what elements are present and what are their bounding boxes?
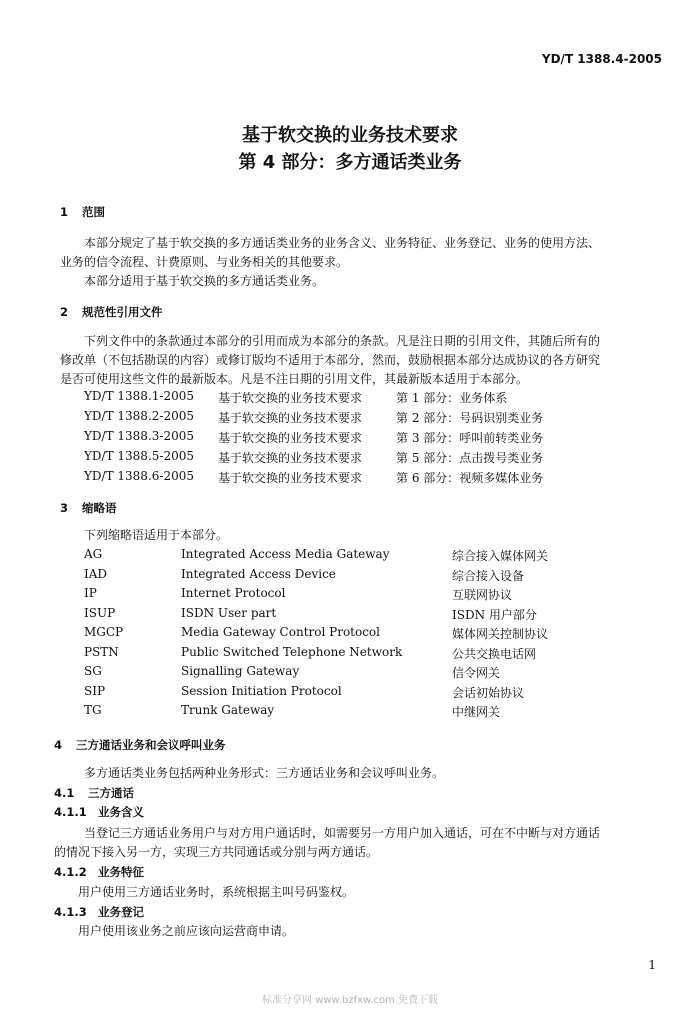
reference-title: 基于软交换的业务技术要求 [218, 431, 363, 445]
abbreviation-english: Integrated Access Media Gateway [181, 547, 390, 561]
section-2-paragraph-line: 修改单（不包括勘误的内容）或修订版均不适用于本部分，然而，鼓励根据本部分达成协议的各方研究 [60, 353, 601, 367]
section-title: 三方通话业务和会议呼叫业务 [76, 738, 226, 752]
abbreviation-english: Session Initiation Protocol [181, 684, 342, 698]
reference-part: 第 5 部分：点击拨号类业务 [396, 451, 544, 465]
section-title: 规范性引用文件 [82, 305, 163, 319]
abbreviation-item [0, 645, 700, 665]
reference-code: YD/T 1388.3-2005 [84, 429, 194, 443]
watermark: 标准分享网 www.bzfxw.com 免费下载 [262, 995, 438, 1006]
abbreviation-chinese: 中继网关 [452, 705, 501, 719]
section-title: 业务特征 [98, 865, 144, 879]
abbreviation: ISUP [84, 606, 116, 620]
abbreviation-chinese: 信令网关 [452, 666, 501, 680]
section-number: 4.1 [54, 786, 75, 800]
reference-title: 基于软交换的业务技术要求 [218, 471, 363, 485]
abbreviation: MGCP [84, 625, 124, 639]
abbreviation-english: Trunk Gateway [181, 703, 275, 717]
abbreviation-item [0, 547, 700, 567]
reference-title: 基于软交换的业务技术要求 [218, 411, 363, 425]
section-number: 4.1.2 [54, 865, 87, 879]
section-2-paragraph-line: 下列文件中的条款通过本部分的引用而成为本部分的条款。凡是注日期的引用文件，其随后所有的 [84, 334, 601, 348]
document-title: 基于软交换的业务技术要求 [242, 125, 458, 146]
abbreviation-item [0, 567, 700, 587]
section-4-1-3-heading [54, 904, 144, 920]
abbreviation-item [0, 606, 700, 626]
section-number: 1 [60, 205, 69, 219]
standard-code: YD/T 1388.4-2005 [541, 52, 662, 66]
abbreviation: IAD [84, 567, 108, 581]
document-subtitle: 第 4 部分：多方通话类业务 [238, 152, 462, 173]
section-title: 范围 [82, 205, 105, 219]
abbreviation-english: Signalling Gateway [181, 664, 300, 678]
section-number: 4.1.3 [54, 905, 87, 919]
abbreviation-chinese: 综合接入媒体网关 [452, 549, 549, 563]
abbreviation-chinese: 互联网协议 [452, 588, 513, 602]
section-number: 4 [54, 738, 63, 752]
section-4-heading [54, 737, 226, 753]
section-1-paragraph-line: 本部分适用于基于软交换的多方通话类业务。 [84, 274, 325, 288]
section-4-1-1-heading [54, 804, 144, 820]
reference-part: 第 1 部分：业务体系 [396, 391, 508, 405]
abbreviation-english: Integrated Access Device [181, 567, 336, 581]
section-4-1-1-paragraph-line: 的情况下接入另一方，实现三方共同通话或分别与两方通话。 [54, 845, 379, 859]
section-4-1-1-paragraph-line: 当登记三方通话业务用户与对方用户通话时，如需要另一方用户加入通话，可在不中断与对方通话 [84, 826, 601, 840]
section-1-heading [60, 204, 105, 220]
section-title: 业务登记 [98, 905, 144, 919]
abbreviation-english: ISDN User part [181, 606, 277, 620]
abbreviation-chinese: 综合接入设备 [452, 569, 525, 583]
abbreviation-item [0, 625, 700, 645]
abbreviation-item [0, 664, 700, 684]
abbreviation-item [0, 586, 700, 606]
reference-part: 第 3 部分：呼叫前转类业务 [396, 431, 544, 445]
abbreviation: PSTN [84, 645, 119, 659]
section-3-heading [60, 500, 117, 516]
reference-code: YD/T 1388.2-2005 [84, 409, 194, 423]
reference-code: YD/T 1388.5-2005 [84, 449, 194, 463]
section-title: 三方通话 [88, 786, 134, 800]
abbreviation: TG [84, 703, 102, 717]
section-4-1-3-paragraph-line: 用户使用该业务之前应该向运营商申请。 [78, 924, 295, 938]
reference-title: 基于软交换的业务技术要求 [218, 451, 363, 465]
reference-item [0, 429, 700, 449]
reference-part: 第 2 部分：号码识别类业务 [396, 411, 544, 425]
abbreviation-chinese: 会话初始协议 [452, 686, 525, 700]
section-4-1-2-heading [54, 864, 144, 880]
reference-item [0, 409, 700, 429]
abbreviation: AG [84, 547, 103, 561]
abbreviation-chinese: 媒体网关控制协议 [452, 627, 549, 641]
reference-code: YD/T 1388.6-2005 [84, 469, 194, 483]
section-number: 3 [60, 501, 69, 515]
reference-title: 基于软交换的业务技术要求 [218, 391, 363, 405]
section-2-heading [60, 304, 163, 320]
section-1-paragraph-line: 本部分规定了基于软交换的多方通话类业务的业务含义、业务特征、业务登记、业务的使用方法、 [84, 236, 601, 250]
section-4-1-2-paragraph-line: 用户使用三方通话业务时，系统根据主叫号码鉴权。 [78, 885, 355, 899]
section-2-paragraph-line: 是否可使用这些文件的最新版本。凡是不注日期的引用文件，其最新版本适用于本部分。 [60, 372, 529, 386]
section-3-intro: 下列缩略语适用于本部分。 [84, 528, 229, 542]
section-1-paragraph-line: 业务的信令流程、计费原则、与业务相关的其他要求。 [60, 255, 349, 269]
section-number: 2 [60, 305, 69, 319]
reference-item [0, 449, 700, 469]
reference-code: YD/T 1388.1-2005 [84, 389, 194, 403]
abbreviation-chinese: ISDN 用户部分 [452, 608, 537, 622]
abbreviation-chinese: 公共交换电话网 [452, 647, 537, 661]
reference-item [0, 469, 700, 489]
section-title: 缩略语 [82, 501, 117, 515]
reference-part: 第 6 部分：视频多媒体业务 [396, 471, 544, 485]
page-number: 1 [648, 958, 656, 972]
abbreviation-english: Public Switched Telephone Network [181, 645, 403, 659]
abbreviation: IP [84, 586, 97, 600]
abbreviation-english: Internet Protocol [181, 586, 286, 600]
abbreviation: SIP [84, 684, 106, 698]
section-4-intro: 多方通话类业务包括两种业务形式：三方通话业务和会议呼叫业务。 [84, 766, 445, 780]
abbreviation: SG [84, 664, 102, 678]
section-title: 业务含义 [98, 805, 144, 819]
abbreviation-english: Media Gateway Control Protocol [181, 625, 380, 639]
section-number: 4.1.1 [54, 805, 87, 819]
section-4-1-heading [54, 785, 134, 801]
abbreviation-item [0, 703, 700, 723]
abbreviation-item [0, 684, 700, 704]
reference-item [0, 389, 700, 409]
